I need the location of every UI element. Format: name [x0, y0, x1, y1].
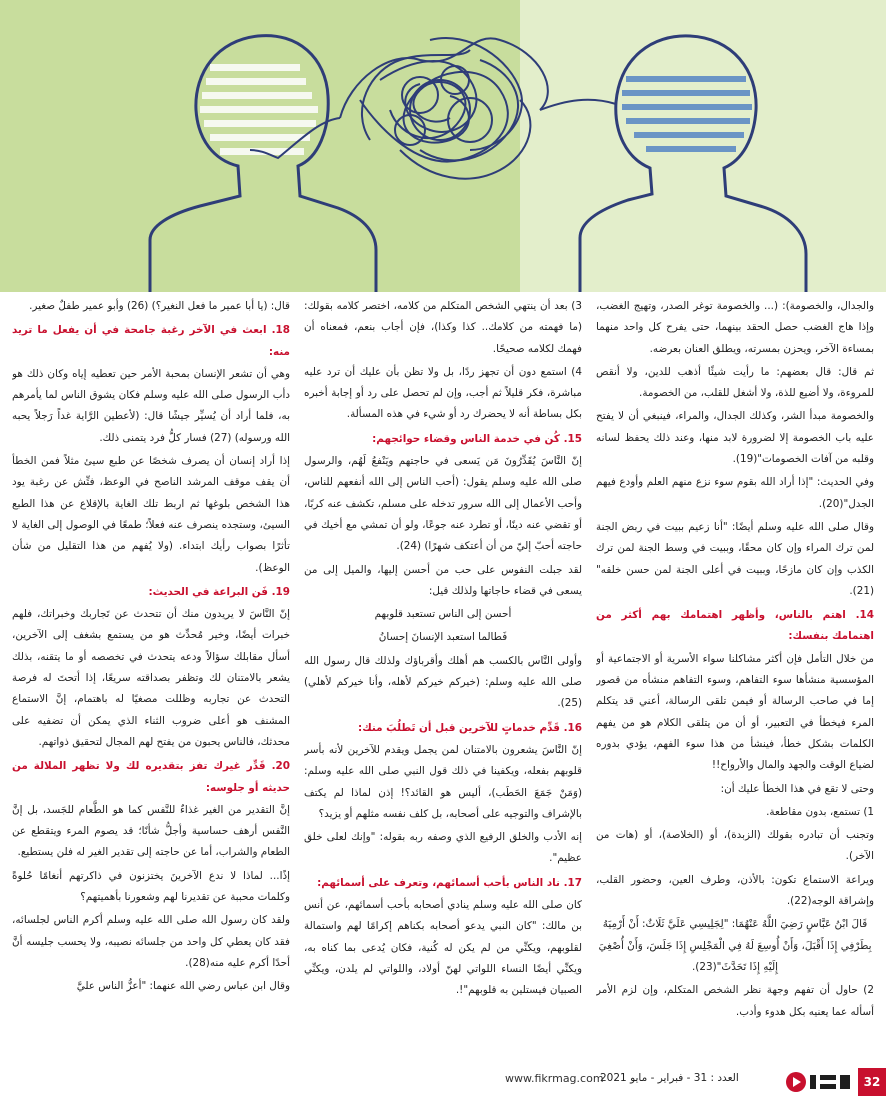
section-heading: 15. كُن في خدمة الناس وقضاء حوائجهم: [372, 432, 582, 445]
article-column-left [12, 296, 290, 1066]
section-heading: 14. اهتم بالناس، وأظهر اهتمامك بهم أكثر من اهتمامك بنفسك: [596, 609, 874, 643]
paragraph: إنه الأدب والخلق الرفيع الذي وصفه ربه بقوله: "وإنك لعلى خلق عظيم". [304, 831, 582, 865]
paragraph: 2) حاول أن تفهم وجهة نظر الشخص المتكلم، وإن لزم الأمر أسأله عما يعنيه بكل هدوء وأدب. [596, 984, 874, 1018]
paragraph: إنّ النَّاسَ يُقَدِّرُونَ مَن يَسعى في حاجتهم ويَنْفعُ لَهُم، والرسول صلى الله عليه وسلم يقول: (أحب الناس إلى الله أنفعهم للناس، وأحب الأعمال إلى الله سرور تدخله على مسلم، تكشف عنه كربًا، أو تقضي عنه دينًا، أو تطرد عنه جوعًا، ولو أن تمشي مع أخيك في حاجته أحبّ إليّ من أن أعتكف شهرًا) (24). [304, 455, 582, 553]
paragraph: 4) استمع دون أن تجهز ردًا، بل ولا تظن بأن عليك أن ترد عليه مباشرة، فكر قليلاً ثم أجب، وإن لم تحصل على رد أو إجابة أخبره بكل بساطة أنه لا يحضرك رد أو شيء في هذه المسألة. [304, 365, 582, 421]
paragraph: 3) بعد أن ينتهي الشخص المتكلم من كلامه، اختصر كلامه بقولك: (ما فهمته من كلامك.. كذا وكذا)، فإن أجاب بنعم، فمعناه أن فهمك لكلامه صحيحًا. [304, 300, 582, 355]
quote-line: فَطالما استعبد الإنسانَ إحسانُ [378, 631, 508, 644]
paragraph: إنّ النَّاسَ لا يريدون منك أن تتحدث عن تَجاربك وخبراتك، فلهم خبرات أيضًا، وخير مُحدِّث هو من يستمع بشغف إلى الآخرين، أسأل مقابلك سؤالاً ودعه يتحدث في تخصصه أو ما يتقنه، بذلك يشعر بالامتنان لك وتظفر بصداقته سريعًا، إذا أتحتَ له فرصة التحدث عن تجاربه وظللت مصغيًا له باهتمام، إنَّ الاستماع المشنف هو أعلى ضروب الثناء الذي يمكن أن تضفيه على محدثك، فالناس يحبون من يفتح لهم المجال لتحقيق ذواتهم. [12, 608, 290, 748]
section-heading: 18. ابعث في الآخر رغبة جامحة في أن يفعل ما تريد منه: [12, 324, 290, 358]
paragraph: من خلال التأمل فإن أكثر مشاكلنا سواء الأسرية أو الاجتماعية أو المؤسسية منشأها سوء التفاهم، وسوء التفاهم منشأه من قصور إما في صاحب الرسالة أو فيمن تلقى الرسالة، أعني قد يتكلم المرء فيخطأ في التعبير، أو أن من يتلقى الكلام هو من يفهم الكلمات بشكل خطأ، فينشأ من هذا سوء الفهم، يؤدي بدوره لضياع الوقت والجهد والمال والأرواح!! [596, 652, 874, 772]
paragraph: إذًا... لماذا لا ندع الآخرينَ يختزنون في ذاكرتهم أنغامًا حُلوةً وكلمات محببة عن تقديرنا لهم وشعورنا بأهميتهم؟ [12, 869, 290, 904]
article-column-right [596, 296, 874, 1066]
paragraph: والخصومة مبدأ الشر، وكذلك الجدال، والمراء، فينبغي أن لا يفتح عليه باب الخصومة إلا لضرورة لابد منها، وعند ذلك يحفظ لسانه وقلبه من آفات الخصومات"(19). [596, 410, 874, 466]
section-heading: 16. قَدِّم خدماتٍ للآخرين قبل أن تَطلُبَ منك: [358, 721, 582, 734]
paragraph: وقال صلى الله عليه وسلم أيضًا: "أنا زعيم ببيت في ربض الجنة لمن ترك المراء وإن كان محقًا، وببيت في وسط الجنة لمن ترك الكذب وإن كان مازحًا، وببيت في أعلى الجنة لمن حسن خلقه"(21). [596, 520, 874, 597]
quote-line: أحسن إلى الناس تستعبد قلوبهم [374, 608, 512, 621]
paragraph: ولقد كان رسول الله صلى الله عليه وسلم أكرم الناس لجلسائه، فقد كان يعطي كل واحد من جلسائه نصيبه، ولا يحسب جليسه أنَّ أحدًا أكرم عليه منه(28). [12, 914, 290, 969]
paragraph: 1) تستمع، بدون مقاطعة. [766, 805, 874, 818]
paragraph: إذا أراد إنسان أن يصرف شخصًا عن طبع سيئ مثلاً فمن الخطأ أن يقف موقف المرشد الناصح في الوعظ، فتِّش عن رغبة يود هذا الشخص بلوغها ثم اربط تلك الغاية بالإقلاع عن هذا الطبع السيئ، وستجده ينصرف عنه فعلاً؛ طمعًا في الوصول إلى الغاية لا تأثرًا بصواب رأيك ابتداء. (ولا يُفهم من هذا التقليل من شأن الوعظ). [12, 455, 290, 574]
paragraph: وحتى لا تقع في هذا الخطأ عليك أن: [720, 782, 874, 795]
paragraph: كان صلى الله عليه وسلم ينادي أصحابه بأحب أسمائهم، عن أنس بن مالك: "كان النبي يدعو أصحابه بكناهم إكرامًا لهم واستمالة لقلوبهم، ويكنِّي من لم يكن له كُنية، فكان يُدعى بما كناه به، ويكنِّي أيضًا النساء اللواتي لهنّ أولاد، واللواتي لم يلدن، ويكنِّي الصبيان فيستلين به قلوبهم"!. [304, 899, 582, 997]
paragraph: قال: (يا أبا عمير ما فعل النغير؟) (26) وأبو عمير طفلٌ صغير. [29, 300, 290, 312]
hero-illustration [0, 0, 886, 292]
section-heading: 20. قَدِّر غيرك تفز بتقديره لك ولا تظهر الملالة من حديثه أو جلوسه: [12, 760, 290, 794]
website-link[interactable]: www.fikrmag.com [505, 1072, 604, 1085]
section-heading: 19. فَن البراعة في الحديث: [148, 585, 290, 598]
paragraph: إنَّ التقدير من الغير غذاءٌ للنَّفس كما هو الطَّعام للجَسد، بل إنَّ النَّفس أرهف حساسية وأجلُّ شأنًا؛ قد يصوم المرء ويتقطع عن الطعام والشراب، أما عن حاجته إلى تقدير الغير له فلن يستطيع. [12, 803, 290, 859]
paragraph: وفي الحديث: "إذا أراد الله بقوم سوء نزع منهم العلم وأودع فيهم الجدل"(20). [596, 476, 874, 510]
article-column-middle [304, 296, 582, 1066]
issue-info: العدد : 31 - فبراير - مايو 2021 [600, 1072, 739, 1084]
paragraph: وهي أن تشعر الإنسان بمحبة الأمر حين تعطيه إياه وكان ذلك هو دأب الرسول صلى الله عليه وسلم فكان يشوق الناس لما يأمرهم به، فلما أراد أن يُسيِّر جيشًا قال: (لأعطين الرَّاية غداً رَجلاً يحبه الله ورسوله) (27) فسار كلُّ فرد يتمنى ذلك. [12, 367, 290, 444]
paragraph: إنّ النَّاسَ يشعرون بالامتنان لمن يجمل ويقدم للآخرين لأنه بأسر قلوبهم بفعله، ويكفينا في ذلك قول النبي صلى الله عليه وسلم: (وَمَنْ جَمَعَ الحَطَب)، أليس هو القائد؟! إذن لماذا لم يكتف بالإشراف والتوجيه على أصحابه، بل كلف نفسه مثلهم أو يزيد؟ [304, 743, 582, 820]
paragraph: وقال ابن عباس رضي الله عنهما: "أعزُّ الناس عليَّ [76, 980, 290, 993]
page-number: 32 [858, 1068, 886, 1096]
quote-line: قَالَ ابْنُ عَبَّاسٍ رَضِيَ اللَّهُ عَنْهُمَا: "لِجَلِيسِي عَلَيَّ ثَلَاثٌ: أَنْ أَرْمِيَهُ بِطَرْفِي إِذَا أَقْبَلَ، وَأَنْ أُوسِعَ لَهُ فِي الْمَجْلِسِ إِذَا جَلَسَ، وَأَنْ أُصْغِيَ إِلَيْهِ إِذَا تَحَدَّثَ"(23). [598, 918, 872, 973]
paragraph: لقد جبلت النفوس على حب من أحسن إليها، والميل إلى من يسعى في قضاء حاجاتها ولذلك قيل: [304, 563, 582, 597]
section-heading: 17. ناد الناس بأحب أسمائهم، وتعرف على أسمائهم: [317, 876, 582, 889]
page-footer [0, 1068, 886, 1115]
fikr-logo [784, 1070, 856, 1094]
paragraph: ويراعة الاستماع تكون: بالأذن، وطرف العين، وحضور القلب، وإشراقة الوجه(22). [596, 873, 874, 908]
paragraph: والجدال، والخصومة): (... والخصومة توغر الصدر، وتهيج الغضب، وإذا هاج الغضب حصل الحقد بينهما، حتى يفرح كل واحد منهما بمساءة الآخر، ويحزن بمسرته، ويطلق العنان بعرضه. [596, 300, 874, 355]
paragraph: ثم قال: قال بعضهم: ما رأيت شيئًا أذهب للدين، ولا أنقص للمروءة، ولا أضيع للذة، ولا أشغل للقلب، من الخصومة. [596, 365, 874, 400]
paragraph: وتجنب أن تبادره بقولك (الزبدة)، أو (الخلاصة)، أو (هات من الآخر). [596, 829, 874, 863]
article-body [12, 296, 874, 1066]
paragraph: وأولى النَّاس بالكسب هم أهلك وأقرباؤك ولذلك قال رسول الله صلى الله عليه وسلم: (خيركم خيركم لأهله، وأنا خيركم لأهلي) (25). [304, 654, 582, 710]
